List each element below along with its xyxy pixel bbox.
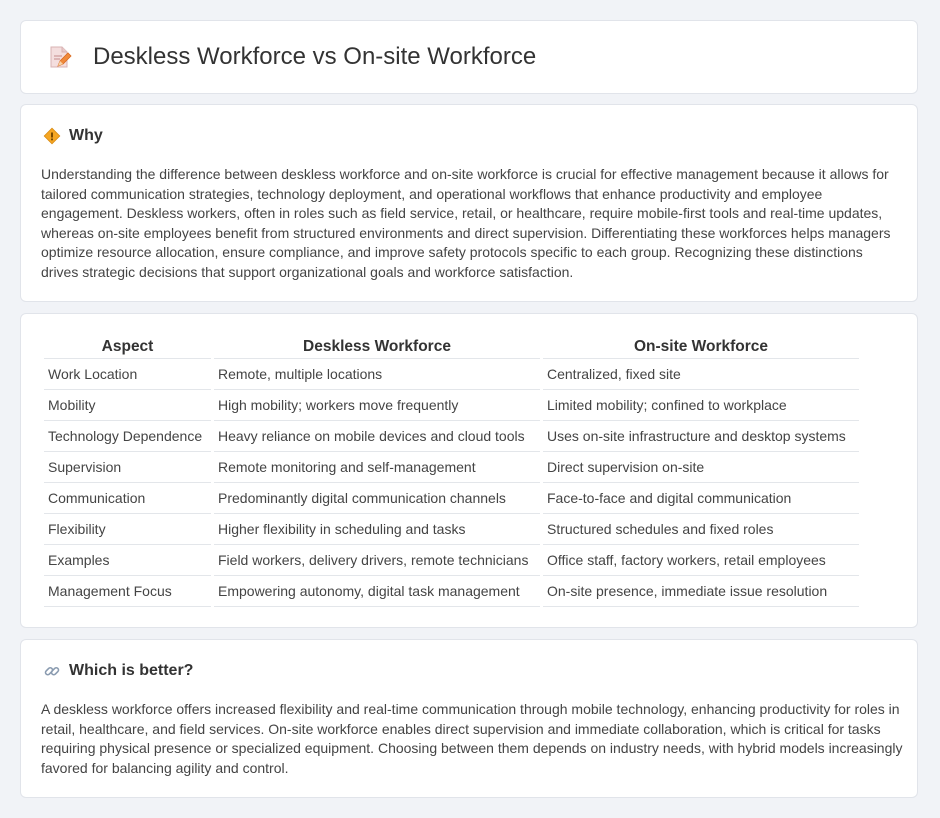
aspect-cell: Communication: [44, 483, 211, 514]
deskless-cell: Higher flexibility in scheduling and tasks: [214, 514, 540, 545]
comparison-table: [41, 334, 862, 607]
table-row: [44, 359, 859, 390]
diamond-sign-icon: [43, 127, 61, 145]
column-header-onsite: On-site Workforce: [543, 334, 859, 359]
deskless-cell: Remote monitoring and self-management: [214, 452, 540, 483]
title-card: [20, 20, 918, 94]
onsite-cell: Centralized, fixed site: [543, 359, 859, 390]
onsite-cell: Direct supervision on-site: [543, 452, 859, 483]
aspect-cell: Examples: [44, 545, 211, 576]
why-section: [20, 104, 918, 302]
onsite-cell: Limited mobility; confined to workplace: [543, 390, 859, 421]
why-heading-row: [43, 127, 103, 145]
page-title: Deskless Workforce vs On-site Workforce: [93, 43, 537, 70]
onsite-cell: Face-to-face and digital communication: [543, 483, 859, 514]
why-paragraph: Understanding the difference between deskless workforce and on-site workforce is crucial for effective management because it allows for tailored communication strategies, technology deployment, and operational workflows that enhance productivity and employee engagement. Deskless workers, often in roles such as field service, retail, or healthcare, require mobile-first tools and real-time updates, whereas on-site employees benefit from structured environments and direct supervision. Differentiating these workforces helps managers optimize resource allocation, ensure compliance, and improve safety protocols specific to each group. Recognizing these distinctions drives strategic decisions that support organizational goals and workforce satisfaction.: [41, 166, 891, 280]
table-row: [44, 390, 859, 421]
why-heading: Why: [69, 127, 103, 144]
table-row: [44, 514, 859, 545]
column-header-deskless: Deskless Workforce: [214, 334, 540, 359]
aspect-cell: Mobility: [44, 390, 211, 421]
table-row: [44, 421, 859, 452]
document-edit-icon: [47, 44, 73, 70]
title-row: [47, 43, 536, 71]
deskless-cell: Heavy reliance on mobile devices and cloud tools: [214, 421, 540, 452]
link-icon: [43, 662, 61, 680]
comparison-section: [20, 313, 918, 628]
onsite-cell: Structured schedules and fixed roles: [543, 514, 859, 545]
deskless-cell: Predominantly digital communication channels: [214, 483, 540, 514]
table-row: [44, 452, 859, 483]
onsite-cell: Office staff, factory workers, retail employees: [543, 545, 859, 576]
better-paragraph: A deskless workforce offers increased flexibility and real-time communication through mobile technology, enhancing productivity for roles in retail, healthcare, and field services. On-site workforce enables direct supervision and immediate collaboration, which is critical for tasks requiring physical presence or specialized equipment. Choosing between them depends on industry needs, with hybrid models increasingly favored for balancing agility and control.: [41, 701, 903, 776]
aspect-cell: Work Location: [44, 359, 211, 390]
table-row: [44, 576, 859, 607]
onsite-cell: On-site presence, immediate issue resolution: [543, 576, 859, 607]
deskless-cell: Remote, multiple locations: [214, 359, 540, 390]
better-heading-row: [43, 662, 193, 680]
better-heading: Which is better?: [69, 662, 194, 679]
deskless-cell: High mobility; workers move frequently: [214, 390, 540, 421]
table-row: [44, 545, 859, 576]
aspect-cell: Technology Dependence: [44, 421, 211, 452]
table-header-row: [44, 334, 859, 359]
deskless-cell: Empowering autonomy, digital task management: [214, 576, 540, 607]
aspect-cell: Management Focus: [44, 576, 211, 607]
deskless-cell: Field workers, delivery drivers, remote technicians: [214, 545, 540, 576]
column-header-aspect: Aspect: [44, 334, 211, 359]
onsite-cell: Uses on-site infrastructure and desktop systems: [543, 421, 859, 452]
aspect-cell: Supervision: [44, 452, 211, 483]
table-row: [44, 483, 859, 514]
aspect-cell: Flexibility: [44, 514, 211, 545]
which-is-better-section: [20, 639, 918, 798]
